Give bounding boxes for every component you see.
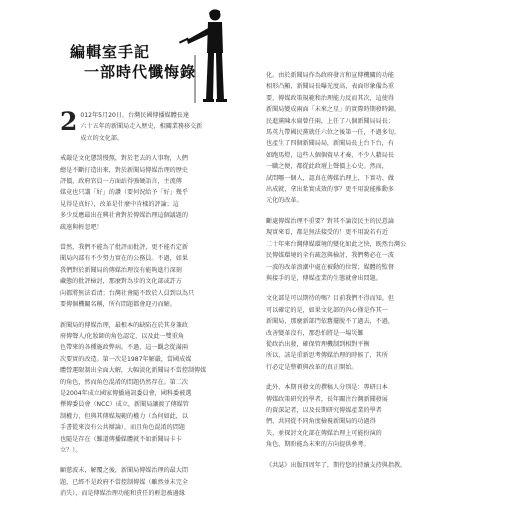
right-column xyxy=(266,70,456,480)
text-line: 二十年來台灣傳媒環境的變化如此之快，既然台灣公 xyxy=(266,240,407,248)
title-line-1: 編輯室手記 xyxy=(70,43,151,61)
text-line: 也產生了四個新聞局局，新聞局長上台下台，有 xyxy=(266,140,394,148)
body-paragraph xyxy=(266,216,456,284)
text-line: 題，已經不是政府不當控制傳媒（雖然並未完全 xyxy=(60,478,188,486)
lead-line: 六十五年的新聞局走入歷史，相關業務移交新 xyxy=(80,123,203,131)
text-line: 體營運限制出全面大解，大幅淡化新聞局不當控制傳媒 xyxy=(60,367,207,375)
text-line: 改善變革沒有，那恐怕將是一場災難 xyxy=(266,329,364,337)
text-line: 府傳聲人/化妝師的角色認定，以及此一雙重角 xyxy=(60,332,184,340)
figure-left-foot xyxy=(203,99,214,102)
text-line: 傳媒政策研究的學者，長年關注台灣新聞發展 xyxy=(266,395,388,403)
text-line: 我們對於新聞局的傳媒治理沒有能夠進行深刻 xyxy=(60,266,182,274)
text-line: 藏態的批評檢討，那麼對為步的文化部或許方 xyxy=(60,278,182,286)
text-line: 馬英九帶國民黨就任六位之後第一任，不過多旬， xyxy=(266,129,401,137)
title-line-2: 一部時代懺悔錄 xyxy=(84,63,197,81)
text-line: 現實來看，都是無法接受的！更不用說若有近 xyxy=(266,229,388,237)
text-line: 們，共同從不同角度檢視新聞局的功過得 xyxy=(266,418,376,426)
figure-right-foot xyxy=(216,99,227,102)
lead-lines xyxy=(60,107,248,144)
text-line: 與接手的是，傳媒產業的生態就會出問題。 xyxy=(266,274,382,282)
text-line: 行必定是整頓與改革的真正開始。 xyxy=(266,363,358,371)
text-line: 顧慈波末，解覆之後，新聞局傳媒治理的最大問 xyxy=(60,467,188,475)
dropcap: 2 xyxy=(60,107,78,136)
article-title xyxy=(70,42,197,82)
body-paragraph xyxy=(60,465,248,499)
text-line: 角色，期盼能為未來的方向提供參考。 xyxy=(266,441,370,449)
body-paragraph xyxy=(266,70,456,207)
text-line: 所以，該是重新思考傳媒治理的時候了，其所 xyxy=(266,352,388,360)
text-line: 此外，本期刊發文的撰稿人分别是：專研日本 xyxy=(266,384,388,392)
text-line: 新聞局的傳媒治理，最根本的缺陷在於其身兼政 xyxy=(60,321,188,329)
text-line: 民進黨陳水扁曾任兩，上任了八個新聞局局長； xyxy=(266,117,394,125)
text-line: 一波的改革浪潮中處在被動的位置；媒體的監督 xyxy=(266,263,394,271)
text-line: 擇傳委員會（NCC）成立，新聞局讓渡了傳媒管 xyxy=(60,401,189,409)
text-line: 可以確定的是，如果文化部的內心僅是作其一 xyxy=(266,306,388,314)
figure-right-leg xyxy=(216,53,224,100)
text-line: 民傳媒環境的全有疏忽與檢討，我們勢必在一波 xyxy=(266,252,394,260)
figure-left-leg xyxy=(206,53,214,100)
text-line: 如跑馬燈，這些人個個資早才奏，不少人藉局長 xyxy=(266,151,394,159)
text-line: 評價，政府官員一方面站得強硬語言，主流傳 xyxy=(60,178,182,186)
text-line: 立？）。 xyxy=(60,446,82,454)
text-line: 多少反應最出在興社會對於傳媒治理這個議題的 xyxy=(60,212,188,220)
text-line: 新聞局，那麼新部門依舊擺脫不了過去，不過， xyxy=(266,318,394,326)
text-line: 是2004年成立國家傳播通訊委員會，國科委被選 xyxy=(60,389,192,397)
text-line: 新聞局變成兩面「未來之星」的實際時期發時鐘。 xyxy=(266,106,401,114)
text-line: 的資深記者，以及長期研究傳媒產業的學者 xyxy=(266,406,382,414)
text-line: 制權力，但與其傳媒規範的權力（為何如此，以 xyxy=(60,412,188,420)
text-line: 《共誌》出版四周年了，期待您的持續支持與指教。 xyxy=(266,461,407,469)
body-paragraph xyxy=(266,293,456,373)
text-line: 消失），而是傳媒治理功能和責任的輕忽被邊緣 xyxy=(60,490,185,498)
text-line: 總是不斷打造出來，對於新聞局傳媒治理的歷史 xyxy=(60,166,188,174)
text-line: 元化的改革。 xyxy=(266,197,303,205)
text-line: 試問哪一個人，認真在傳媒治理上，下實功、做 xyxy=(266,174,394,182)
text-line: 要傳個機關名稱，所有問題都會迎刃而解。 xyxy=(60,301,176,309)
figure-hair xyxy=(209,9,220,17)
text-line: 從政治出發，確保管理機制到相對平衡 xyxy=(266,340,370,348)
text-line: 色帶來的各種施政弊病。不過，這一觀念從滿兩 xyxy=(60,344,188,352)
left-column xyxy=(60,107,248,509)
text-line: 戒嚴是文化懲罰慢熬，對於老去的人事物，人們 xyxy=(60,155,188,163)
text-line: 向都將無法看清；台灣社會隨不致於人員到以為只 xyxy=(60,289,195,297)
body-paragraph xyxy=(266,460,456,471)
text-line: 斷處傳媒治理不重要？對其不論沒民主的民意論 xyxy=(266,217,394,225)
text-line: 文化部是可以期待的嗎？目前我們不得而知。但 xyxy=(266,295,394,303)
text-line: 聞局內部有不少努力實在的公務員。不過，如果 xyxy=(60,255,188,263)
text-line: 當然，我們不能為了批評而批評，更不能否定新 xyxy=(60,244,188,252)
text-line: 見得是真好），改革是什麼中肯樣的評論；這 xyxy=(60,200,179,208)
text-line: 化。由於新聞局作為政府發言和宣傳機關的功能 xyxy=(266,72,394,79)
text-line: 也隨是存在（難道傳播媒體就不如新聞局卡卡 xyxy=(60,435,182,443)
text-line: 疏遠與輕忽吧！ xyxy=(60,223,103,231)
text-line: 手書從來沒有公共辯論），而且角色混淆的問題 xyxy=(60,424,185,432)
figure-body xyxy=(207,22,223,53)
lead-line: 成立的文化部。 xyxy=(80,134,124,142)
text-line: 媒竟也只講「好」的讚（要何況給予「好」幾乎 xyxy=(60,189,188,197)
lead-paragraph xyxy=(60,107,248,144)
text-line: 出成就，拿出紮實成效的事？更不用說能推動多 xyxy=(266,186,394,194)
lead-line: 012年5月20日，台灣民國傳播媒體長達 xyxy=(80,112,189,119)
text-line: 相形凸顯，新聞局長曝光度高，表面形象備為重 xyxy=(266,83,394,91)
body-paragraph xyxy=(60,320,248,457)
body-paragraph xyxy=(266,382,456,450)
text-line: 失，並探討文化部在傳媒治理上可能扮演的 xyxy=(266,429,382,437)
body-paragraph xyxy=(60,153,248,233)
text-line: 的角色，然而角色混淆的問題仍然存在。第二次 xyxy=(60,378,188,386)
text-line: 一職之便，都從此政壇上聲價上心史。然而， xyxy=(266,163,388,171)
body-paragraph xyxy=(60,242,248,310)
text-line: 次要實的改造。第一次是1987年解嚴，當國成媒 xyxy=(60,355,192,363)
text-line: 要，傳媒政策規範和治理能力反而其次，這使得 xyxy=(266,94,394,102)
